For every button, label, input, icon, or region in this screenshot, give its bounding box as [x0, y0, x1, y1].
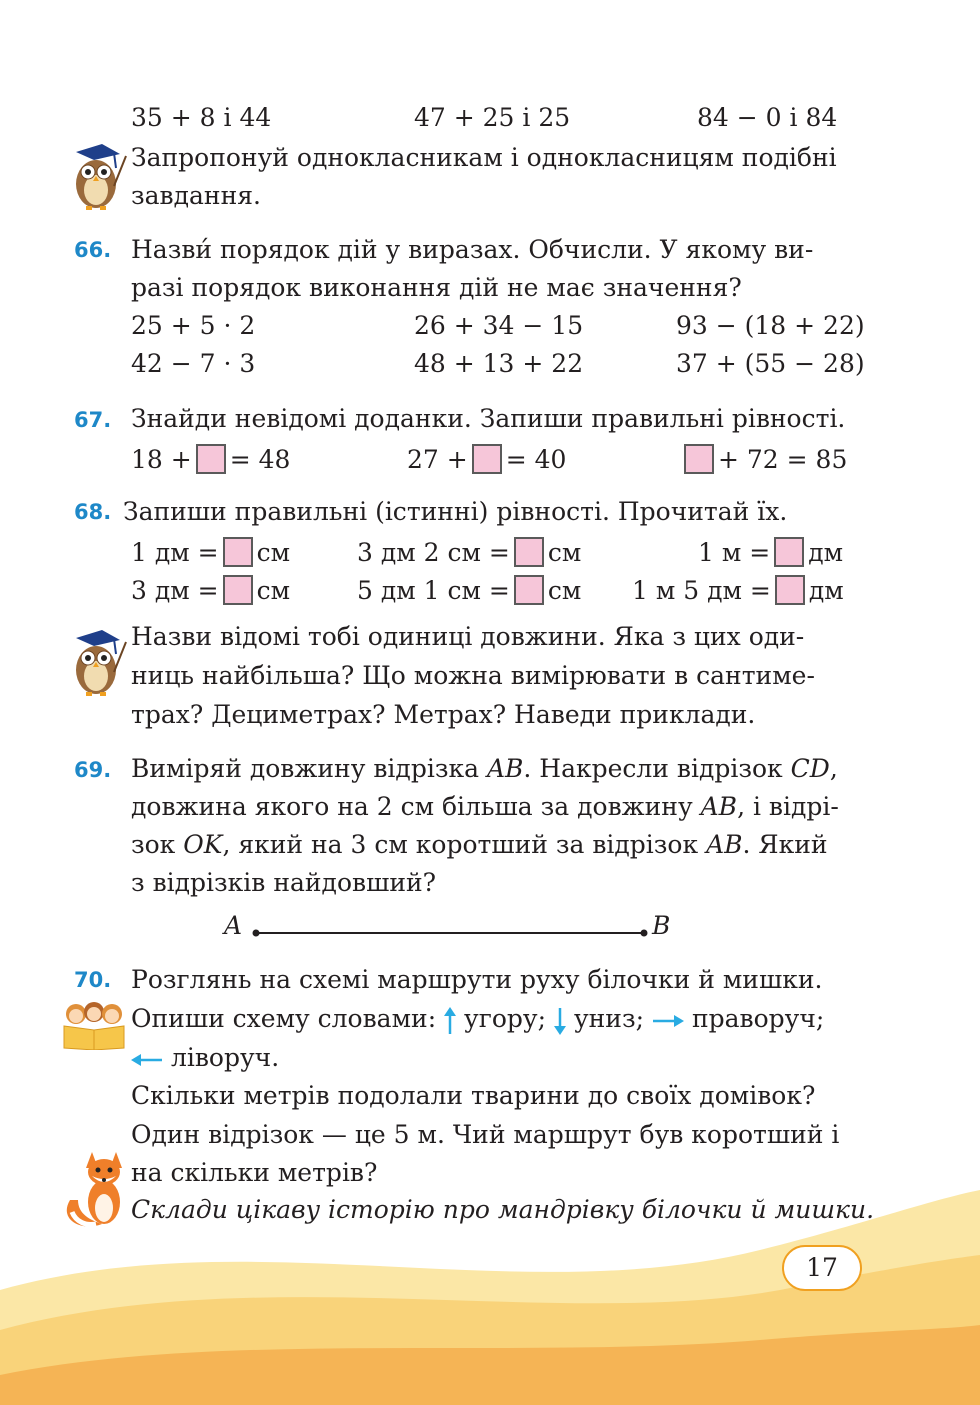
text: угору;	[464, 1004, 547, 1033]
exercise-70-text-1: Розглянь на схемі маршрути руху білочки й мишки.	[131, 965, 823, 994]
text: зок	[131, 830, 184, 859]
owl-teacher-icon	[62, 140, 128, 212]
unit-equation	[131, 537, 290, 567]
unit-equation	[131, 575, 290, 605]
equation	[131, 444, 290, 474]
unit-equation	[698, 537, 843, 567]
owl-teacher-icon	[62, 626, 128, 698]
text: Опиши схему словами:	[131, 1004, 437, 1033]
exercise-69-text-2	[131, 794, 839, 819]
point-b-label: B	[652, 911, 671, 940]
equation	[680, 444, 847, 474]
equation-left: 1 дм =	[131, 538, 219, 567]
fox-icon	[62, 1140, 132, 1230]
exercise-69-number: 69.	[74, 758, 112, 782]
unit-equation	[357, 537, 581, 567]
answer-box[interactable]	[775, 575, 805, 605]
exercise-66-number: 66.	[74, 238, 112, 262]
equation-left: 5 дм 1 см =	[357, 576, 510, 605]
unit-label: см	[547, 538, 582, 567]
text: ,	[829, 754, 838, 783]
expression: 42 − 7 · 3	[131, 349, 256, 378]
segment-name: AB	[700, 792, 738, 821]
answer-box[interactable]	[774, 537, 804, 567]
compare-2: 47 + 25 і 25	[414, 103, 571, 132]
text: , який на 3 см коротший за відрізок	[222, 830, 707, 859]
answer-box[interactable]	[684, 444, 714, 474]
text: униз;	[573, 1004, 645, 1033]
exercise-68-text: Запиши правильні (істинні) рівності. Прочитай їх.	[123, 497, 788, 526]
equation	[407, 444, 566, 474]
point-a-label: A	[224, 911, 243, 940]
answer-box[interactable]	[223, 575, 253, 605]
children-book-icon	[58, 1000, 130, 1050]
text: . Накресли відрізок	[523, 754, 791, 783]
unit-label: дм	[808, 576, 844, 605]
text: ліворуч.	[170, 1043, 280, 1072]
equation-left: 3 дм =	[131, 576, 219, 605]
exercise-70-text-6: на скільки метрів?	[131, 1158, 378, 1187]
page-number: 17	[782, 1245, 862, 1291]
compare-3: 84 − 0 і 84	[697, 103, 838, 132]
expression: 37 + (55 − 28)	[676, 349, 865, 378]
text: , і відрі-	[737, 792, 839, 821]
equation-left: 1 м =	[698, 538, 771, 567]
text: . Який	[742, 830, 828, 859]
segment-name: CD	[790, 754, 830, 783]
equation-left: 18 +	[131, 445, 192, 474]
exercise-68-number: 68.	[74, 500, 112, 524]
arrow-left-icon	[131, 1054, 163, 1066]
unit-label: дм	[808, 538, 844, 567]
exercise-69-text-1	[131, 756, 838, 781]
equation-right: = 48	[229, 445, 291, 474]
exercise-70-text-2	[131, 1006, 824, 1035]
arrow-right-icon	[652, 1015, 684, 1027]
answer-box[interactable]	[472, 444, 502, 474]
answer-box[interactable]	[514, 575, 544, 605]
arrow-up-icon	[444, 1007, 456, 1035]
exercise-67-text: Знайди невідомі доданки. Запиши правильні рівності.	[131, 404, 846, 433]
equation-right: = 40	[505, 445, 567, 474]
exercise-70-text-3	[131, 1045, 279, 1070]
text: праворуч;	[691, 1004, 825, 1033]
equation-left: 3 дм 2 см =	[357, 538, 510, 567]
equation-right: + 72 = 85	[718, 445, 848, 474]
expression: 48 + 13 + 22	[414, 349, 584, 378]
exercise-69-text-4: з відрізків найдовший?	[131, 868, 437, 897]
exercise-69-text-3	[131, 832, 828, 857]
answer-box[interactable]	[223, 537, 253, 567]
expression: 93 − (18 + 22)	[676, 311, 865, 340]
expression: 25 + 5 · 2	[131, 311, 256, 340]
answer-box[interactable]	[514, 537, 544, 567]
unit-equation	[632, 575, 844, 605]
segment-ab	[250, 925, 650, 941]
exercise-70-number: 70.	[74, 968, 112, 992]
segment-name: AB	[486, 754, 524, 783]
text: Виміряй довжину відрізка	[131, 754, 487, 783]
exercise-70-text-4: Скільки метрів подолали тварини до своїх домівок?	[131, 1081, 816, 1110]
owl-tip-2-line-2: ниць найбільша? Що можна вимірювати в сантиме-	[131, 661, 815, 690]
answer-box[interactable]	[196, 444, 226, 474]
unit-label: см	[547, 576, 582, 605]
text: довжина якого на 2 см більша за довжину	[131, 792, 701, 821]
unit-label: см	[256, 538, 291, 567]
unit-label: см	[256, 576, 291, 605]
arrow-down-icon	[554, 1007, 566, 1035]
owl-tip-2-line-1: Назви відомі тобі одиниці довжини. Яка з цих оди-	[131, 622, 805, 651]
exercise-70-text-5: Один відрізок — це 5 м. Чий маршрут був коротший і	[131, 1120, 840, 1149]
segment-name: AB	[706, 830, 743, 859]
segment-name: OK	[183, 830, 223, 859]
equation-left: 27 +	[407, 445, 468, 474]
compare-1: 35 + 8 і 44	[131, 103, 272, 132]
owl-tip-1-line-1: Запропонуй однокласникам і однокласницям подібні	[131, 143, 837, 172]
expression: 26 + 34 − 15	[414, 311, 584, 340]
exercise-67-number: 67.	[74, 408, 112, 432]
equation-left: 1 м 5 дм =	[632, 576, 771, 605]
owl-tip-1-line-2: завдання.	[131, 181, 261, 210]
owl-tip-2-line-3: трах? Дециметрах? Метрах? Наведи приклади.	[131, 700, 756, 729]
exercise-66-text-1: Назви́ порядок дій у виразах. Обчисли. У якому ви-	[131, 235, 814, 264]
exercise-70-text-7: Склади цікаву історію про мандрівку білочки й мишки.	[131, 1195, 875, 1224]
unit-equation	[357, 575, 581, 605]
exercise-66-text-2: разі порядок виконання дій не має значення?	[131, 273, 742, 302]
